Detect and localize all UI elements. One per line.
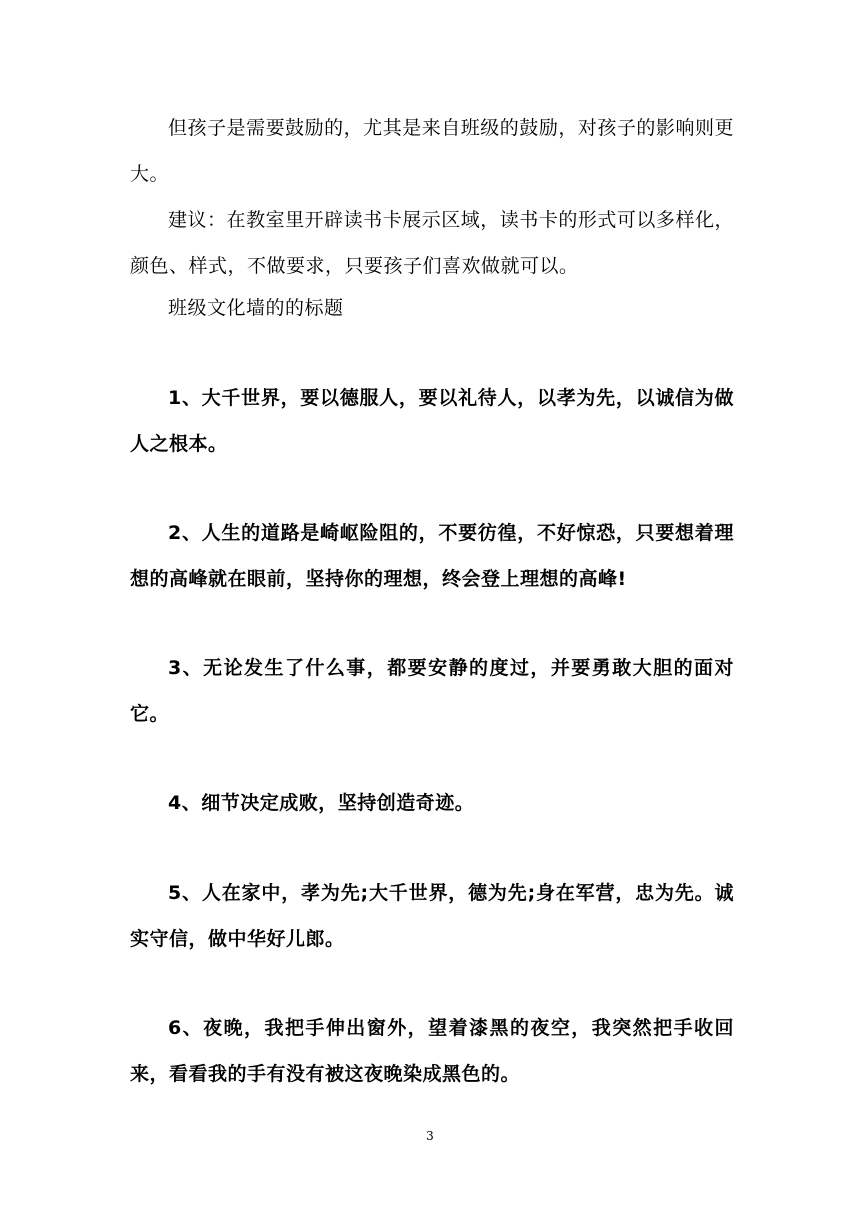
slogan-item-1: 1、大千世界，要以德服人，要以礼待人，以孝为先，以诚信为做人之根本。 (130, 387, 734, 455)
slogan-item-5: 5、人在家中，孝为先;大千世界，德为先;身在军营，忠为先。诚实守信，做中华好儿郎。 (130, 882, 734, 950)
paragraph-encouragement: 但孩子是需要鼓励的，尤其是来自班级的鼓励，对孩子的影响则更大。 (130, 117, 734, 185)
slogan-item-4: 4、细节决定成败，坚持创造奇迹。 (168, 792, 475, 814)
paragraph-suggestion: 建议：在教室里开辟读书卡展示区域，读书卡的形式可以多样化，颜色、样式，不做要求，只要孩子们喜欢做就可以。 (130, 209, 734, 277)
slogan-item-2: 2、人生的道路是崎岖险阻的，不要彷徨，不好惊恐，只要想着理想的高峰就在眼前，坚持你的理想，终会登上理想的高峰! (130, 522, 734, 590)
page-number: 3 (426, 1129, 434, 1143)
section-heading: 班级文化墙的的标题 (168, 297, 344, 319)
slogan-item-3: 3、无论发生了什么事，都要安静的度过，并要勇敢大胆的面对它。 (130, 657, 734, 725)
slogan-item-6: 6、夜晚，我把手伸出窗外，望着漆黑的夜空，我突然把手收回来，看看我的手有没有被这夜晚染成黑色的。 (130, 1017, 734, 1085)
